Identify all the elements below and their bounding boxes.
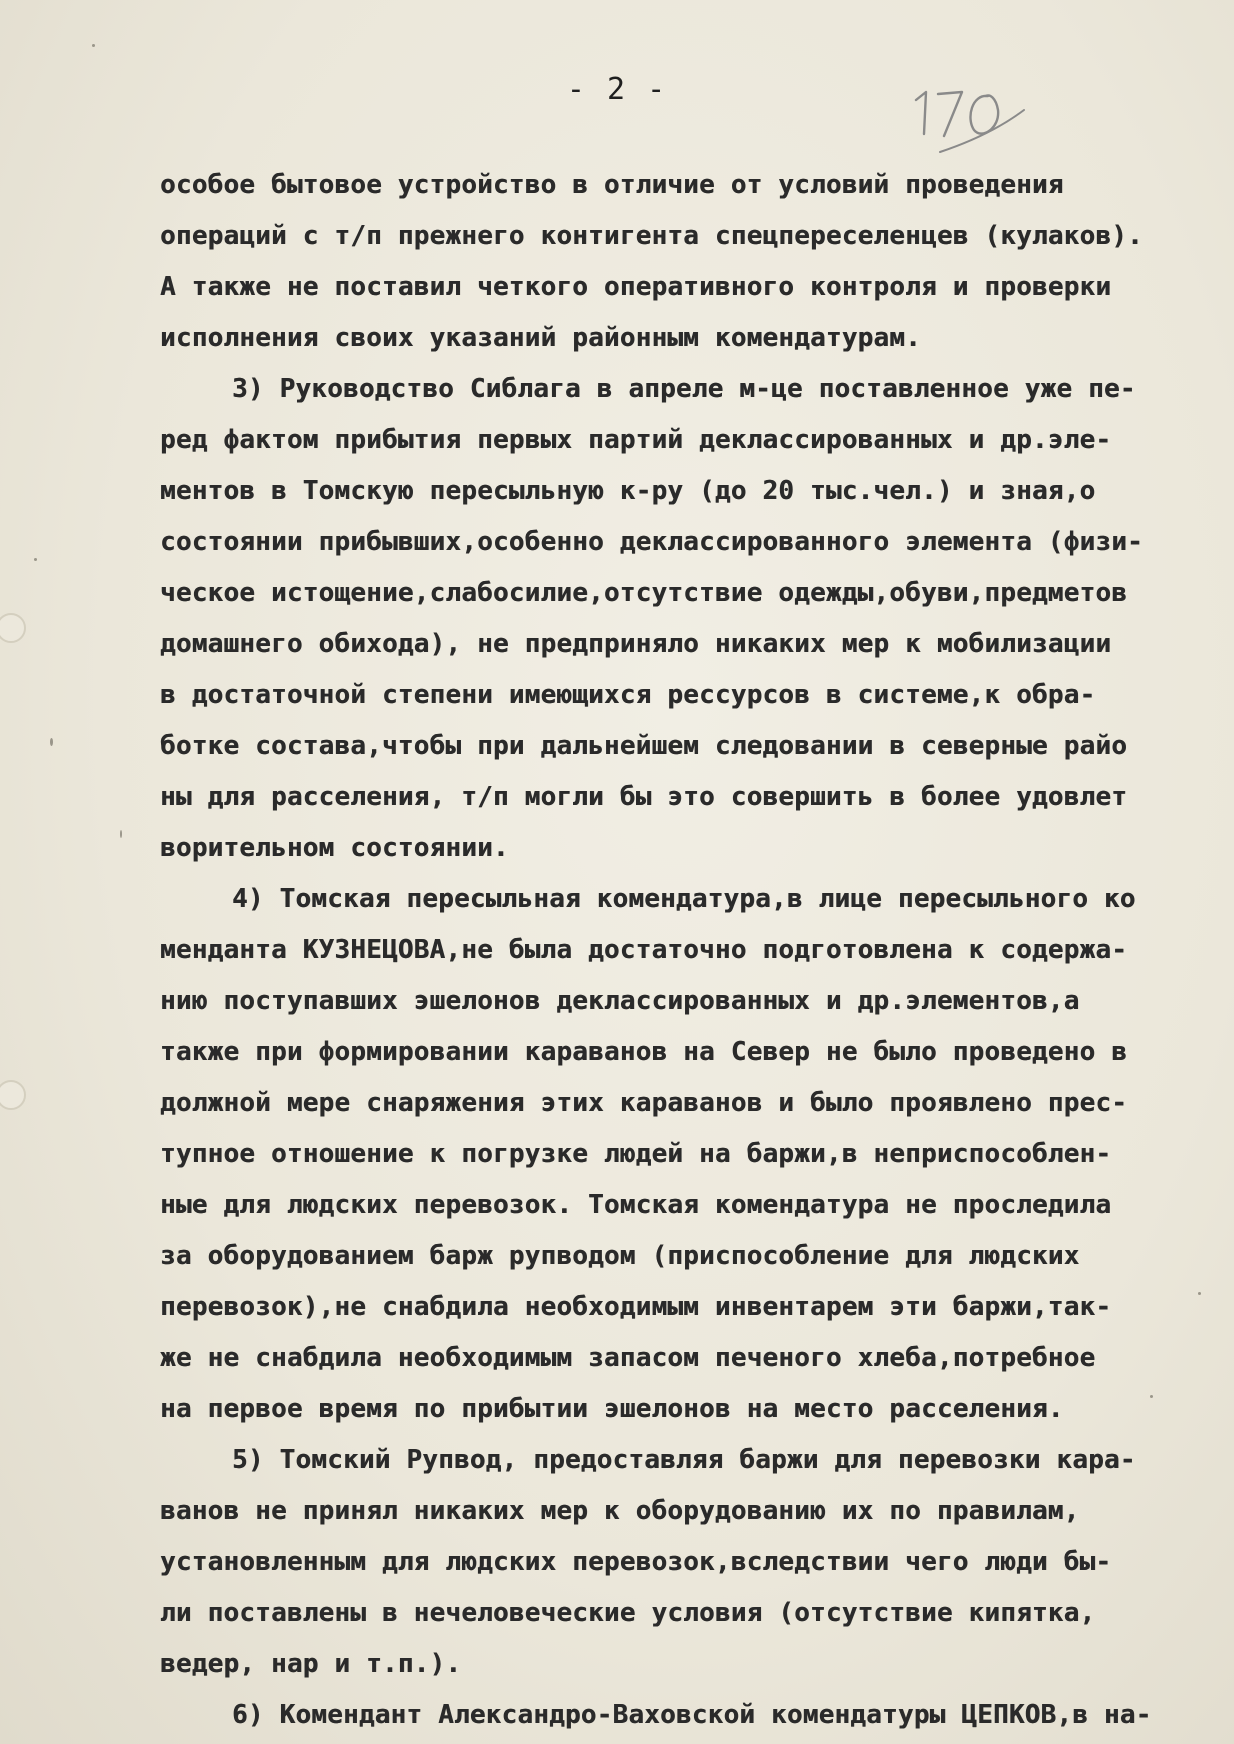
punch-hole-mark [0,1080,26,1110]
text-line: установленным для людских перевозок,вследствии чего люди бы- [160,1547,1112,1577]
text-line: состоянии прибывших,особенно деклассированного элемента (физи- [160,527,1143,557]
text-line: за оборудованием барж рупводом (приспособление для людских [160,1241,1080,1271]
archive-folio-handwritten [910,78,1030,158]
typed-body-text [160,160,1200,1741]
text-line: на первое время по прибытии эшелонов на место расселения. [160,1394,1064,1424]
text-line: также при формировании караванов на Север не было проведено в [160,1037,1128,1067]
text-line: ли поставлены в нечеловеческие условия (отсутствие кипятка, [160,1598,1096,1628]
page-number: - 2 - [566,72,668,107]
text-line: особое бытовое устройство в отличие от условий проведения [160,170,1064,200]
text-line: ческое истощение,слабосилие,отсутствие одежды,обуви,предметов [160,578,1128,608]
text-line: же не снабдила необходимым запасом печеного хлеба,потребное [160,1343,1096,1373]
text-line: 6) Комендант Александро-Ваховской комендатуры ЦЕПКОВ,в на- [232,1700,1152,1730]
text-line: домашнего обихода), не предприняло никаких мер к мобилизации [160,629,1112,659]
text-line: нию поступавших эшелонов деклассированных и др.элементов,а [160,986,1080,1016]
paper-speck [34,558,37,561]
text-line: А также не поставил четкого оперативного контроля и проверки [160,272,1112,302]
paper-speck [50,738,53,746]
text-line: ны для расселения, т/п могли бы это совершить в более удовлет [160,782,1128,812]
text-line: 5) Томский Рупвод, предоставляя баржи для перевозки кара- [232,1445,1136,1475]
text-line: менданта КУЗНЕЦОВА,не была достаточно подготовлена к содержа- [160,935,1128,965]
text-line: ментов в Томскую пересыльную к-ру (до 20 тыс.чел.) и зная,о [160,476,1096,506]
text-line: операций с т/п прежнего контигента спецпереселенцев (кулаков). [160,221,1143,251]
text-line: 3) Руководство Сиблага в апреле м-це поставленное уже пе- [232,374,1136,404]
text-line: 4) Томская пересыльная комендатура,в лице пересыльного ко [232,884,1136,914]
text-line: перевозок),не снабдила необходимым инвентарем эти баржи,так- [160,1292,1112,1322]
text-line: исполнения своих указаний районным комендатурам. [160,323,921,353]
text-line: тупное отношение к погрузке людей на баржи,в неприспособлен- [160,1139,1112,1169]
text-line: должной мере снаряжения этих караванов и было проявлено прес- [160,1088,1128,1118]
text-line: ботке состава,чтобы при дальнейшем следовании в северные райо [160,731,1128,761]
text-line: в достаточной степени имеющихся рессурсов в системе,к обра- [160,680,1096,710]
paper-speck [120,830,122,838]
punch-hole-mark [0,613,26,643]
paper-speck [92,44,95,47]
text-line: ред фактом прибытия первых партий деклассированных и др.эле- [160,425,1112,455]
text-line: ные для людских перевозок. Томская комендатура не проследила [160,1190,1112,1220]
text-line: ведер, нар и т.п.). [160,1649,462,1679]
text-line: ванов не принял никаких мер к оборудованию их по правилам, [160,1496,1080,1526]
text-line: ворительном состоянии. [160,833,509,863]
